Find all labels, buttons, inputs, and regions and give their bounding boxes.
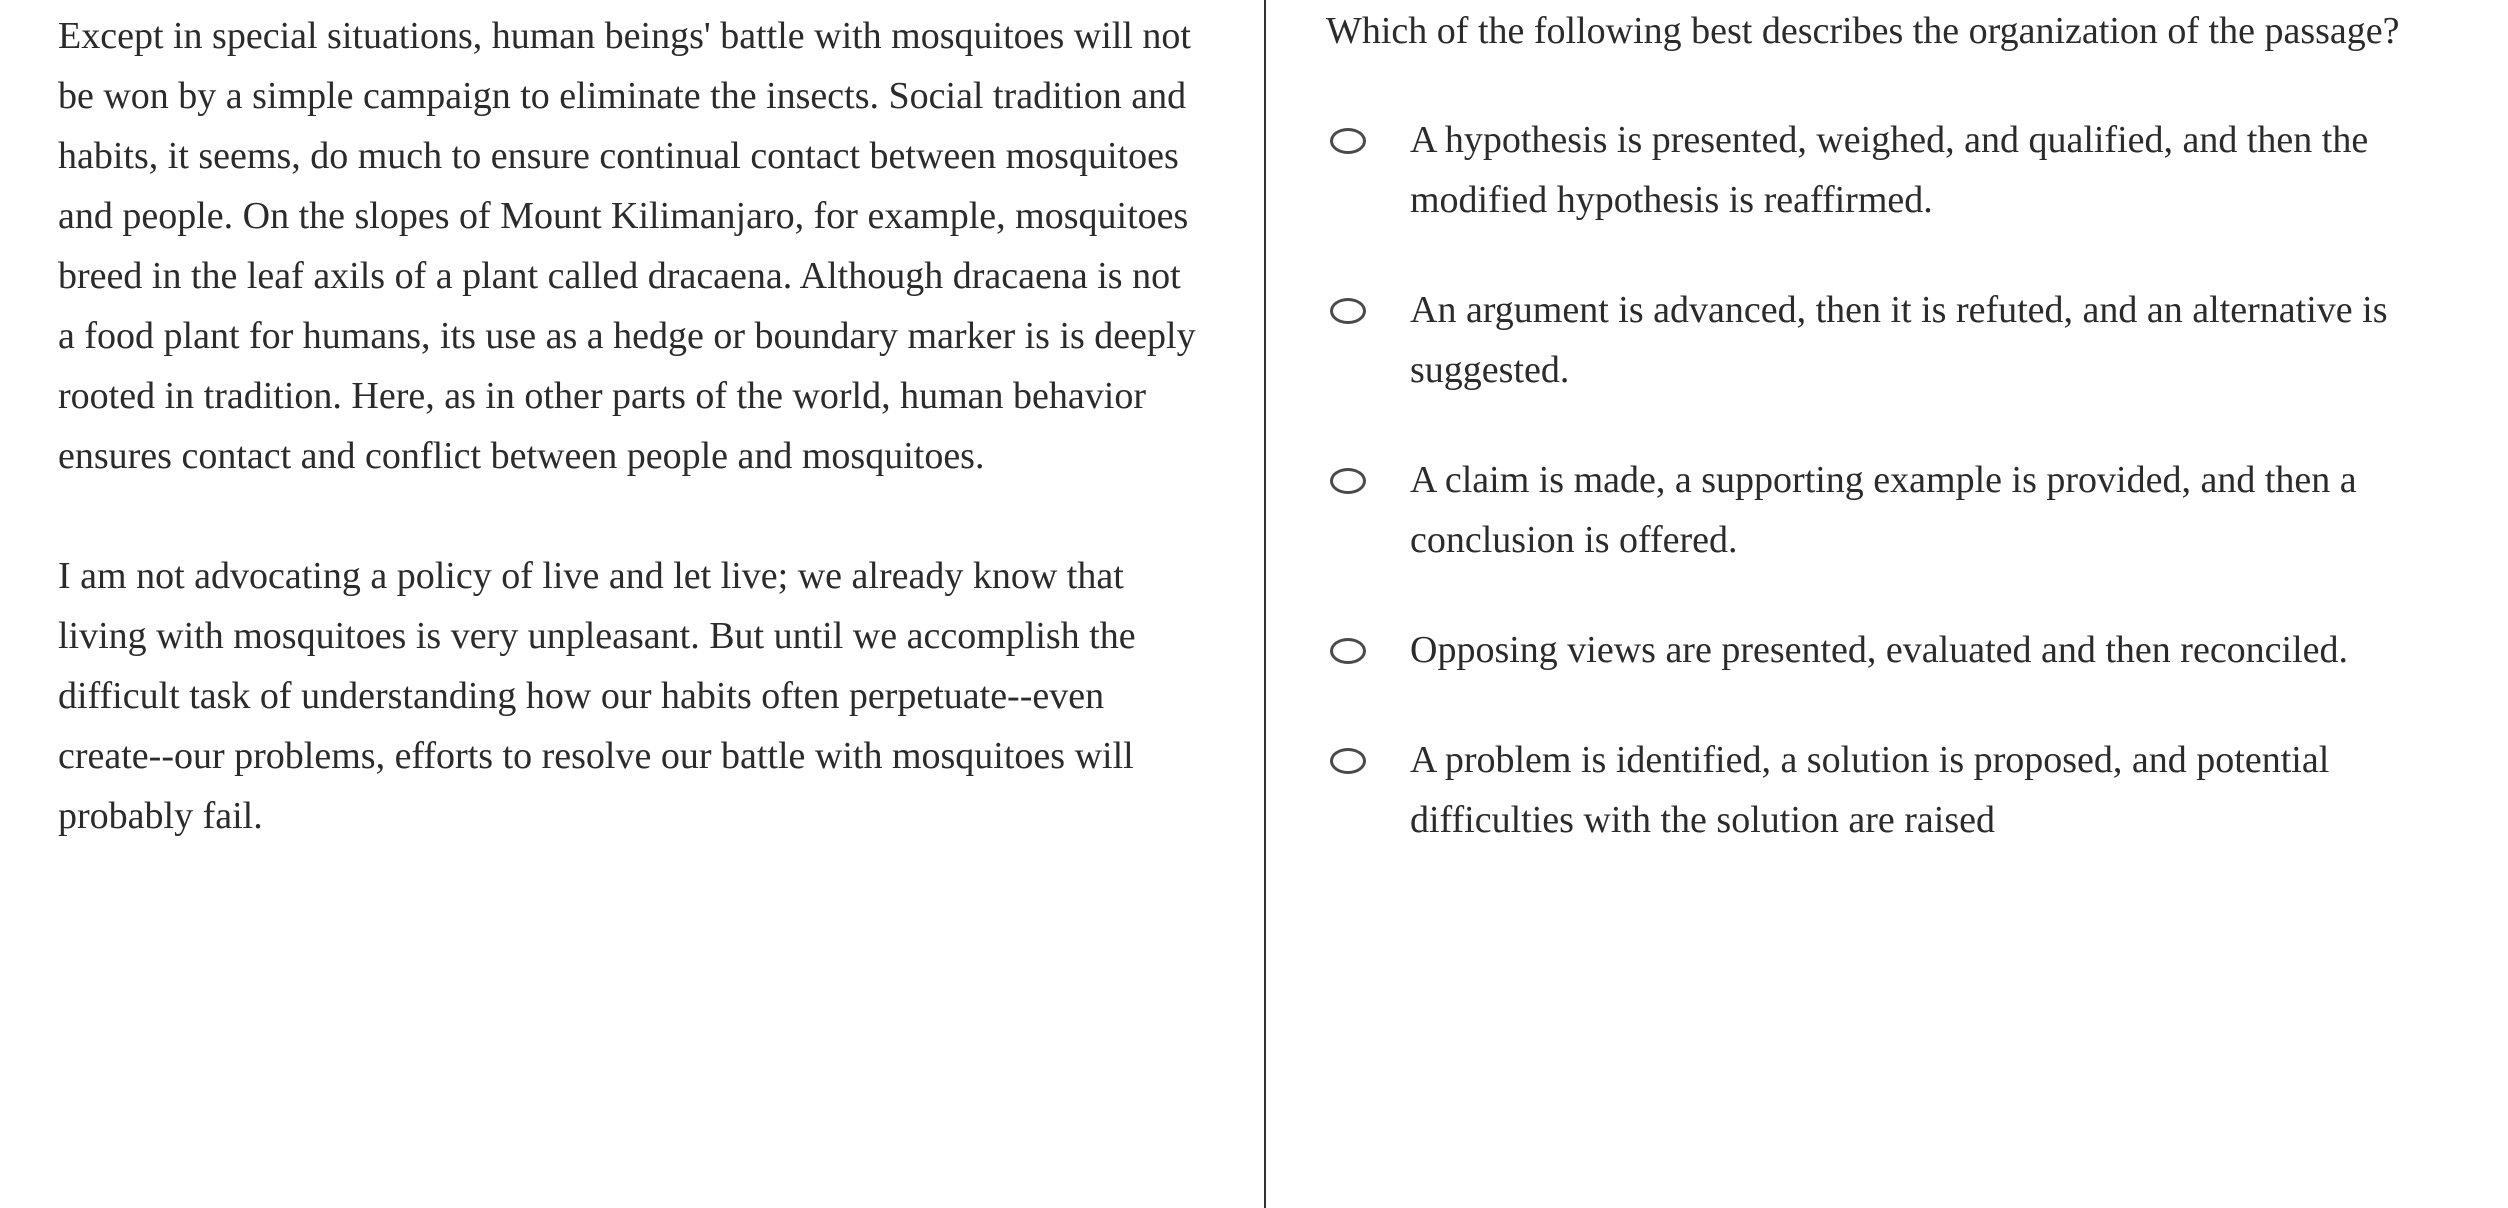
question-stem: Which of the following best describes the organization of the passage?	[1326, 10, 2400, 52]
answer-choice-label[interactable]: Opposing views are presented, evaluated and then reconciled.	[1410, 629, 2349, 671]
answer-choice-a[interactable]	[1326, 110, 2508, 230]
radio-unchecked-icon[interactable]	[1330, 748, 1366, 774]
radio-unchecked-icon[interactable]	[1330, 638, 1366, 664]
passage-paragraph-2: I am not advocating a policy of live and let live; we already know that living with mosquitoes is very unpleasant. But until we accomplish the difficult task of understanding how our habits often perpetuate--even create--our problems, efforts to resolve our battle with mosquitoes will probably fail.	[58, 555, 1136, 837]
radio-unchecked-icon[interactable]	[1330, 298, 1366, 324]
answer-choice-b[interactable]	[1326, 280, 2508, 400]
answer-choice-c[interactable]	[1326, 450, 2508, 570]
answer-choices	[1326, 110, 2508, 850]
answer-choice-label[interactable]: A claim is made, a supporting example is provided, and then a conclusion is offered.	[1410, 459, 2357, 561]
answer-choice-label[interactable]: A problem is identified, a solution is proposed, and potential difficulties with the solution are raised	[1410, 739, 2330, 841]
radio-unchecked-icon[interactable]	[1330, 468, 1366, 494]
answer-choice-label[interactable]: An argument is advanced, then it is refuted, and an alternative is suggested.	[1410, 289, 2388, 391]
passage-paragraph-1: Except in special situations, human beings' battle with mosquitoes will not be won by a simple campaign to eliminate the insects. Social tradition and habits, it seems, do much to ensure continual contact between mosquitoes and people. On the slopes of Mount Kilimanjaro, for example, mosquitoes breed in the leaf axils of a plant called dracaena. Although dracaena is not a food plant for humans, its use as a hedge or boundary marker is is deeply rooted in tradition. Here, as in other parts of the world, human behavior ensures contact and conflict between people and mosquitoes.	[58, 15, 1196, 477]
answer-choice-label[interactable]: A hypothesis is presented, weighed, and qualified, and then the modified hypothesis is reaffirmed.	[1410, 119, 2369, 221]
answer-choice-d[interactable]	[1326, 620, 2508, 680]
radio-unchecked-icon[interactable]	[1330, 128, 1366, 154]
question-pane	[1266, 0, 2508, 1208]
answer-choice-e[interactable]	[1326, 730, 2508, 850]
